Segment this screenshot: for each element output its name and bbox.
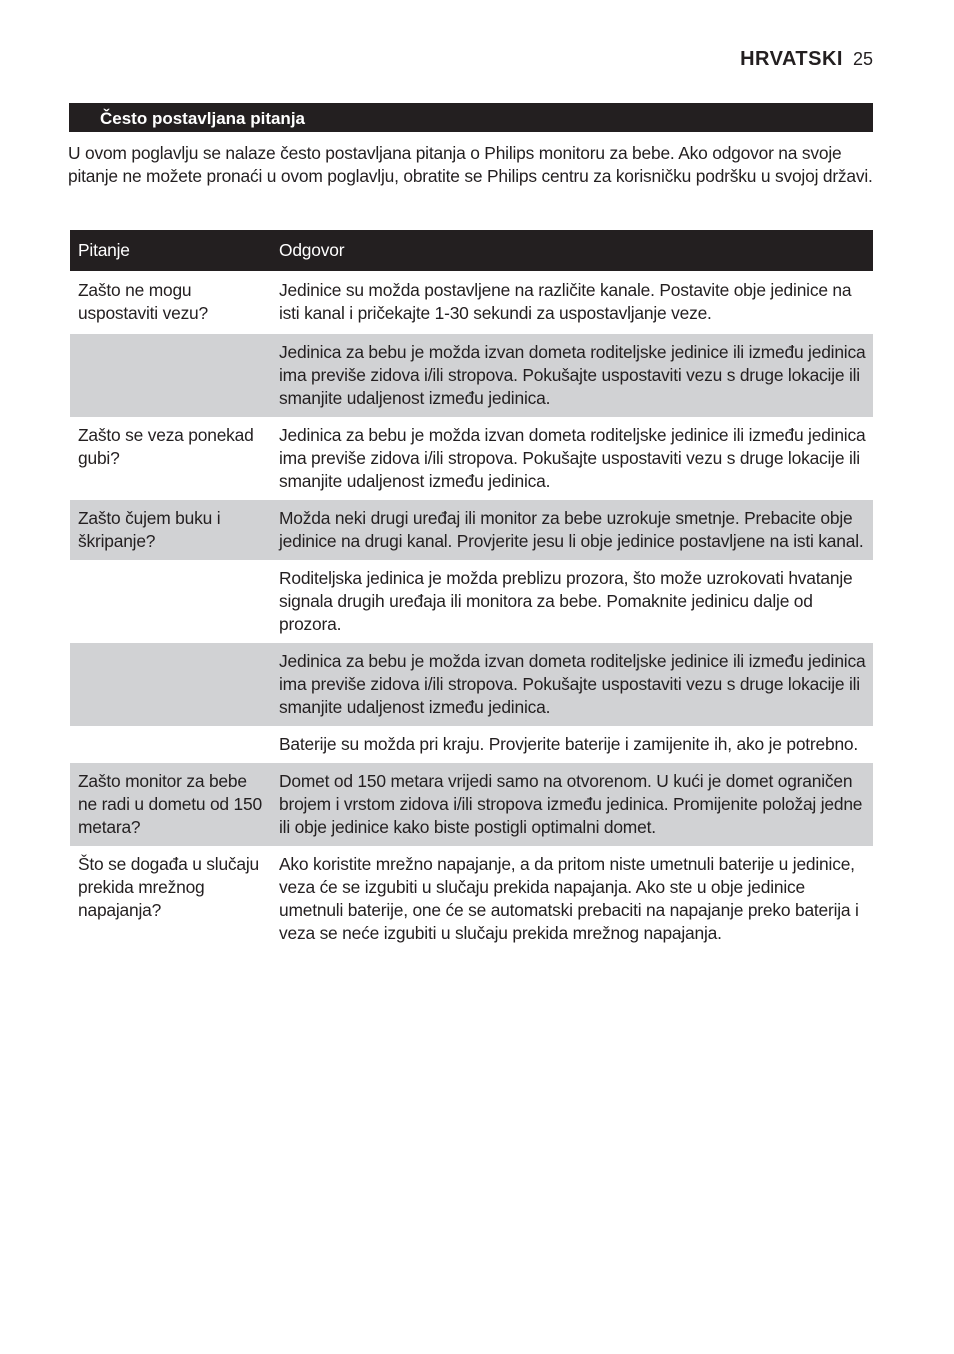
page-header [740,48,873,74]
table-row [70,500,873,560]
question-cell [70,334,271,417]
answer-cell: Roditeljska jedinica je možda preblizu prozora, što može uzrokovati hvatanje signala drugih uređaja ili monitora za bebe. Pomaknite jedinicu dalje od prozora. [279,568,853,634]
table-row [70,271,873,334]
question-cell: Zašto se veza ponekad gubi? [78,425,254,468]
answer-cell: Baterije su možda pri kraju. Provjerite baterije i zamijenite ih, ako je potrebno. [279,734,859,754]
section-title: Često postavljana pitanja [100,109,305,128]
column-header-question: Pitanje [70,230,271,271]
table-row [70,846,873,952]
answer-cell: Jedinica za bebu je možda izvan dometa roditeljske jedinice ili između jedinica ima previše zidova i/ili stropova. Pokušajte uspostaviti vezu s druge lokacije ili smanjite udaljenost između jedinica. [279,425,866,491]
answer-cell: Domet od 150 metara vrijedi samo na otvorenom. U kući je domet ograničen brojem i vrstom zidova i/ili stropova između jedinica. Promijenite položaj jedne ili obje jedinice kako biste postigli optimalni domet. [271,763,873,846]
intro-paragraph: U ovom poglavlju se nalaze često postavljana pitanja o Philips monitoru za bebe. Ako odgovor na svoje pitanje ne možete pronaći u ovom poglavlju, obratite se Philips centru za korisničku podršku u svojoj državi. [68,143,873,186]
question-cell: Zašto monitor za bebe ne radi u dometu od 150 metara? [70,763,271,846]
question-cell [70,726,271,763]
column-header-answer: Odgovor [271,230,873,271]
answer-cell: Jedinica za bebu je možda izvan dometa roditeljske jedinice ili između jedinica ima previše zidova i/ili stropova. Pokušajte uspostaviti vezu s druge lokacije ili smanjite udaljenost između jedinica. [271,643,873,726]
table-header-row [70,230,873,271]
question-cell: Zašto ne mogu uspostaviti vezu? [78,280,209,323]
table-row [70,643,873,726]
table-row [70,726,873,763]
table-row [70,763,873,846]
table-row [70,560,873,643]
language-label: HRVATSKI [740,48,843,70]
answer-cell: Jedinica za bebu je možda izvan dometa roditeljske jedinice ili između jedinica ima previše zidova i/ili stropova. Pokušajte uspostaviti vezu s druge lokacije ili smanjite udaljenost između jedinica. [271,334,873,417]
answer-cell: Ako koristite mrežno napajanje, a da pritom niste umetnuli baterije u jedinice, veza će se izgubiti u slučaju prekida napajanja. Ako ste u obje jedinice umetnuli baterije, one će se automatski prebaciti na napajanje preko baterija i veza se neće izgubiti u slučaju prekida mrežnog napajanja. [279,854,859,943]
faq-table-body [70,271,873,952]
table-row [70,334,873,417]
answer-cell: Jedinice su možda postavljene na različite kanale. Postavite obje jedinice na isti kanal i pričekajte 1-30 sekundi za uspostavljanje veze. [279,280,852,323]
question-cell: Što se događa u slučaju prekida mrežnog napajanja? [78,854,260,920]
question-cell [70,643,271,726]
question-cell [70,560,271,643]
question-cell: Zašto čujem buku i škripanje? [70,500,271,560]
faq-table [70,230,873,952]
section-title-bar [69,103,873,132]
page-number: 25 [852,49,873,69]
answer-cell: Možda neki drugi uređaj ili monitor za bebe uzrokuje smetnje. Prebacite obje jedinice na drugi kanal. Provjerite jesu li obje jedinice postavljene na isti kanal. [271,500,873,560]
table-row [70,417,873,500]
